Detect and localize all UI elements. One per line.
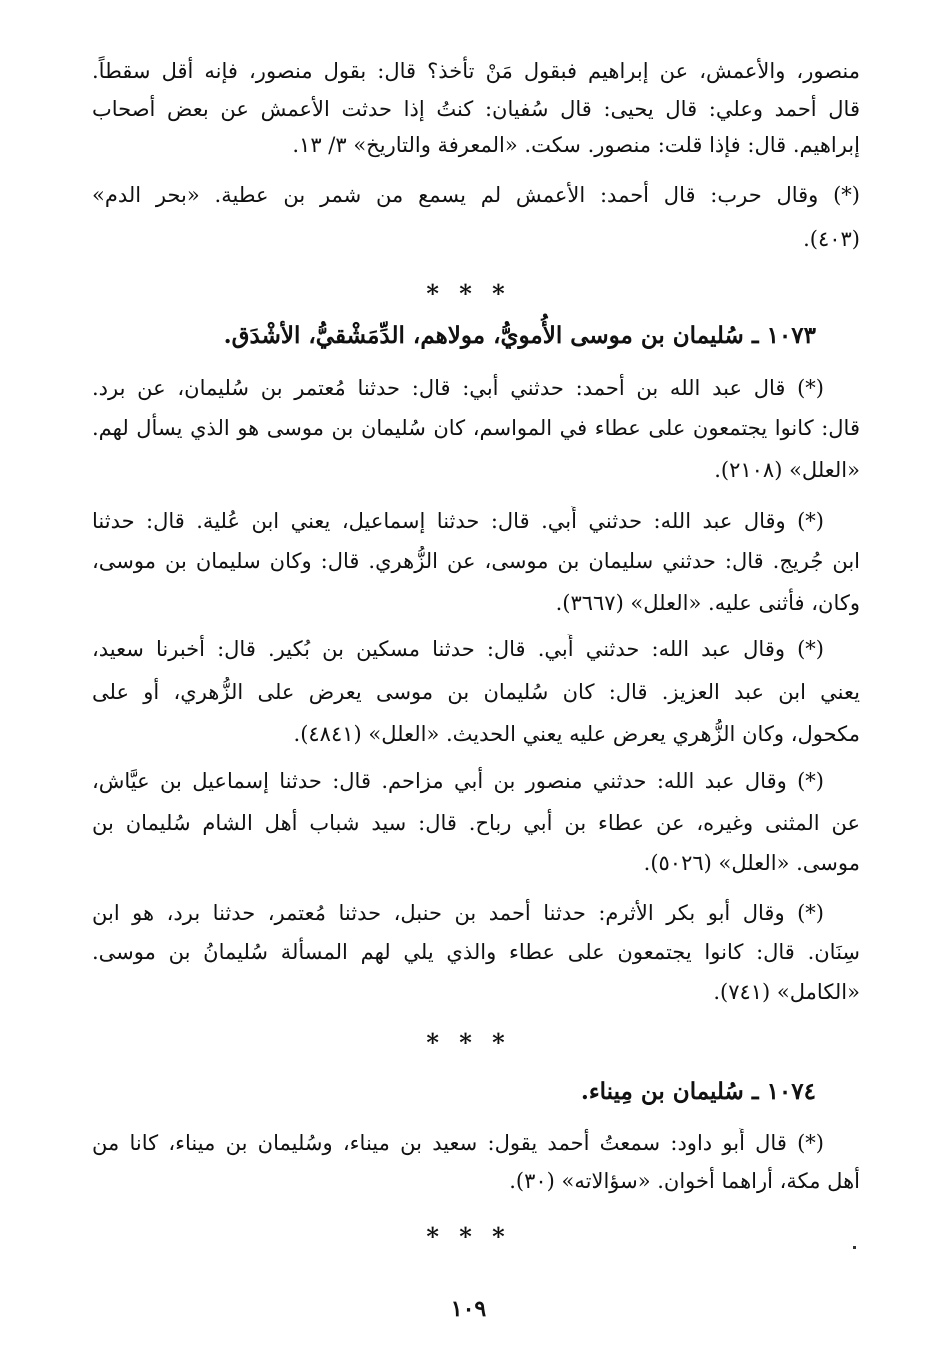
text-line: (*) وقال عبد الله: حدثني منصور بن أبي مزاحم. قال: حدثنا إسماعيل بن عيَّاش، [92, 769, 824, 793]
text-line: (*) قال أَبو داود: سمعتُ أحمد يقول: سعيد بن ميناء، وسُليمان بن ميناء، كانا من [92, 1131, 824, 1155]
text-line: (*) وقال حرب: قال أحمد: الأعمش لم يسمع من شمر بن عطية. «بحر الدم» [92, 183, 860, 207]
text-line: قال: كانوا يجتمعون على عطاء في المواسم، كان سُليمان بن موسى هو الذي يسأل لهم. [92, 416, 860, 440]
text-line: (*) قال عبد الله بن أحمد: حدثني أبي: قال: حدثنا مُعتمر بن سُليمان، عن برد. [92, 376, 824, 400]
text-line: ابن جُريج. قال: حدثني سليمان بن موسى، عن الزُّهري. قال: وكان سليمان بن موسى، [92, 549, 860, 573]
text-line: قال أحمد وعلي: قال يحيى: قال سُفيان: كنتُ إذا حدثت الأعمش عن بعض أصحاب [92, 97, 860, 121]
text-line: إبراهيم. قال: فإذا قلت: منصور. سكت. «المعرفة والتاريخ» ٣/ ١٣. [292, 133, 860, 157]
print-speck [853, 1246, 856, 1249]
text-line: (*) وقال عبد الله: حدثني أَبي. قال: حدثنا مسكين بن بُكير. قال: أخبرنا سعيد، [92, 637, 824, 661]
page-number: ١٠٩ [450, 1296, 487, 1322]
text-line: سِنَان. قال: كانوا يجتمعون على عطاء والذي يلي لهم المسألة سُليمانُ بن موسى. [92, 940, 860, 964]
text-line: (*) وقال أبو بكر الأثرم: حدثنا أحمد بن حنبل، حدثنا مُعتمر، حدثنا برد، هو ابن [92, 901, 824, 925]
entry-heading-1073: ١٠٧٣ ـ سُليمان بن موسى الأُمويُّ، مولاهم، الدِّمَشْقيُّ، الأشْدَق. [223, 322, 816, 349]
text-line: وكان، فأثنى عليه. «العلل» (٣٦٦٧). [555, 591, 860, 615]
text-line: «العلل» (٢١٠٨). [714, 458, 860, 482]
text-line: عن المثنى وغيره، عن عطاء بن أبي رباح. قال: سيد شباب أهل الشام سُليمان بن [92, 811, 860, 835]
entry-heading-1074: ١٠٧٤ ـ سُليمان بن مِيناء. [580, 1078, 816, 1105]
text-line: (٤٠٣). [803, 227, 860, 251]
text-line: موسى. «العلل» (٥٠٢٦). [643, 851, 860, 875]
section-separator: * * * [426, 1028, 511, 1057]
text-line: «الكامل» (٧٤١). [713, 980, 860, 1004]
section-separator: * * * [426, 279, 511, 308]
text-line: مكحول، وكان الزُّهري يعرض عليه يعني الحديث. «العلل» (٤٨٤١). [293, 722, 860, 746]
text-line: أهل مكة، أراهما أخوان. «سؤالاته» (٣٠). [509, 1169, 860, 1193]
text-line: (*) وقال عبد الله: حدثني أَبي. قال: حدثنا إسماعيل، يعني ابن عُلية. قال: حدثنا [92, 509, 824, 533]
text-line: يعني ابن عبد العزيز. قال: كان سُليمان بن موسى يعرض على الزُّهري، أو على [92, 680, 860, 704]
section-separator: * * * [426, 1222, 511, 1251]
text-line: منصور، والأعمش، عن إبراهيم فبقول مَنْ تأخذ؟ قال: بقول منصور، فإنه أقل سقطاً. [92, 59, 860, 83]
